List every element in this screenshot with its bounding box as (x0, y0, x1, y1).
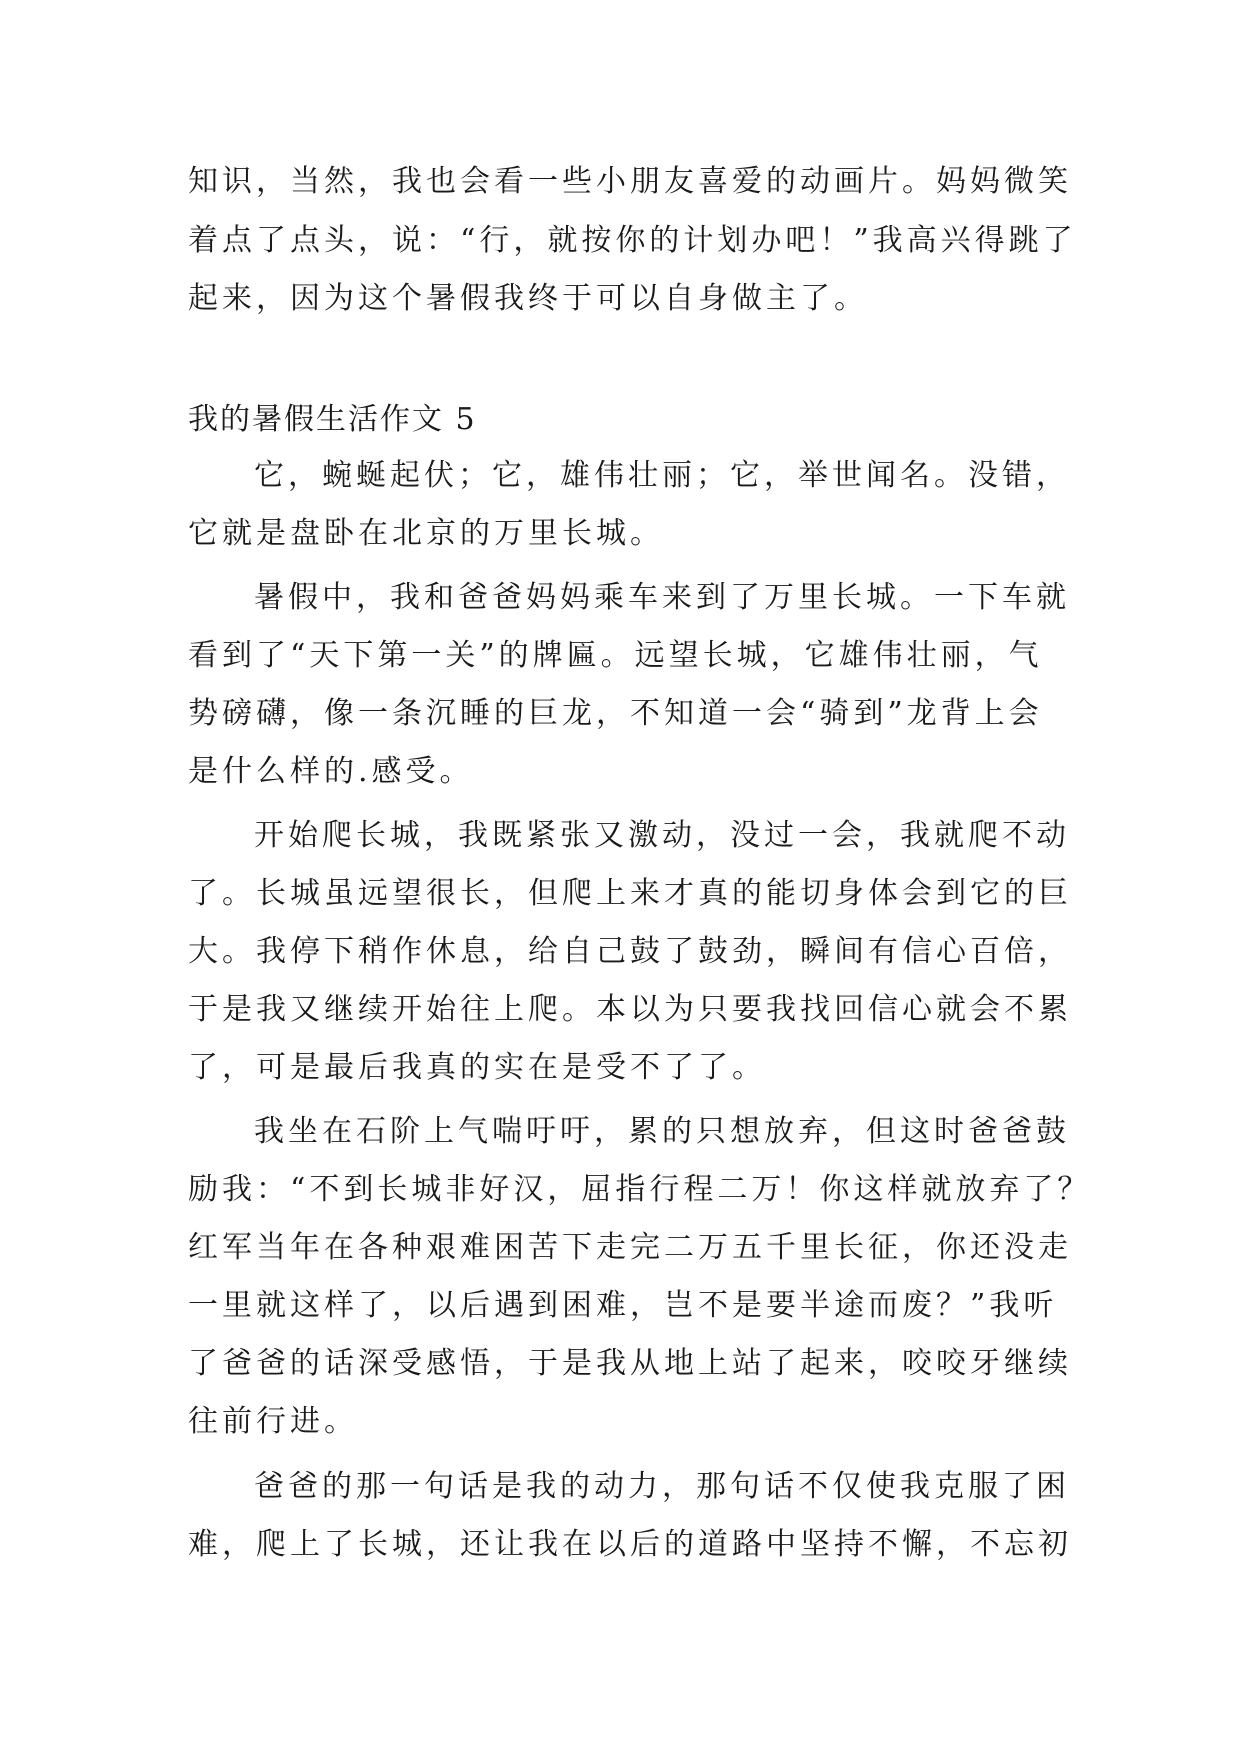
text-line: 大。我停下稍作休息，给自己鼓了鼓劲，瞬间有信心百倍， (188, 934, 1072, 969)
text-line: 开始爬长城，我既紧张又激动，没过一会，我就爬不动 (254, 818, 1070, 853)
text-line: 知识，当然，我也会看一些小朋友喜爱的动画片。妈妈微笑 (188, 164, 1072, 199)
section-heading: 我的暑假生活作文 5 (188, 402, 477, 437)
text-line: 爸爸的那一句话是我的动力，那句话不仅使我克服了困 (254, 1469, 1070, 1504)
text-line: 我坐在石阶上气喘吁吁，累的只想放弃，但这时爸爸鼓 (254, 1114, 1070, 1149)
text-line: 看到了“天下第一关”的牌匾。远望长城，它雄伟壮丽，气 (188, 638, 1043, 673)
text-line: 红军当年在各种艰难困苦下走完二万五千里长征，你还没走 (188, 1230, 1072, 1265)
text-line: 势磅礴，像一条沉睡的巨龙，不知道一会“骑到”龙背上会 (188, 696, 1043, 731)
text-line: 起来，因为这个暑假我终于可以自身做主了。 (188, 281, 868, 316)
text-line: 一里就这样了，以后遇到困难，岂不是要半途而废？”我听 (188, 1288, 1058, 1323)
text-line: 了，可是最后我真的实在是受不了了。 (188, 1050, 766, 1085)
text-line: 了爸爸的话深受感悟，于是我从地上站了起来，咬咬牙继续 (188, 1346, 1072, 1381)
text-line: 它就是盘卧在北京的万里长城。 (188, 516, 664, 551)
text-line: 难，爬上了长城，还让我在以后的道路中坚持不懈，不忘初 (188, 1527, 1072, 1562)
text-line: 于是我又继续开始往上爬。本以为只要我找回信心就会不累 (188, 992, 1072, 1027)
text-line: 它，蜿蜒起伏；它，雄伟壮丽；它，举世闻名。没错， (254, 458, 1070, 493)
text-line: 暑假中，我和爸爸妈妈乘车来到了万里长城。一下车就 (254, 580, 1070, 615)
text-line: 往前行进。 (188, 1404, 358, 1439)
text-line: 了。长城虽远望很长，但爬上来才真的能切身体会到它的巨 (188, 876, 1072, 911)
text-line: 是什么样的.感受。 (188, 754, 474, 789)
text-line: 着点了点头，说：“行，就按你的计划办吧！”我高兴得跳了 (188, 223, 1077, 258)
text-line: 励我：“不到长城非好汉，屈指行程二万！你这样就放弃了？ (188, 1172, 1092, 1207)
